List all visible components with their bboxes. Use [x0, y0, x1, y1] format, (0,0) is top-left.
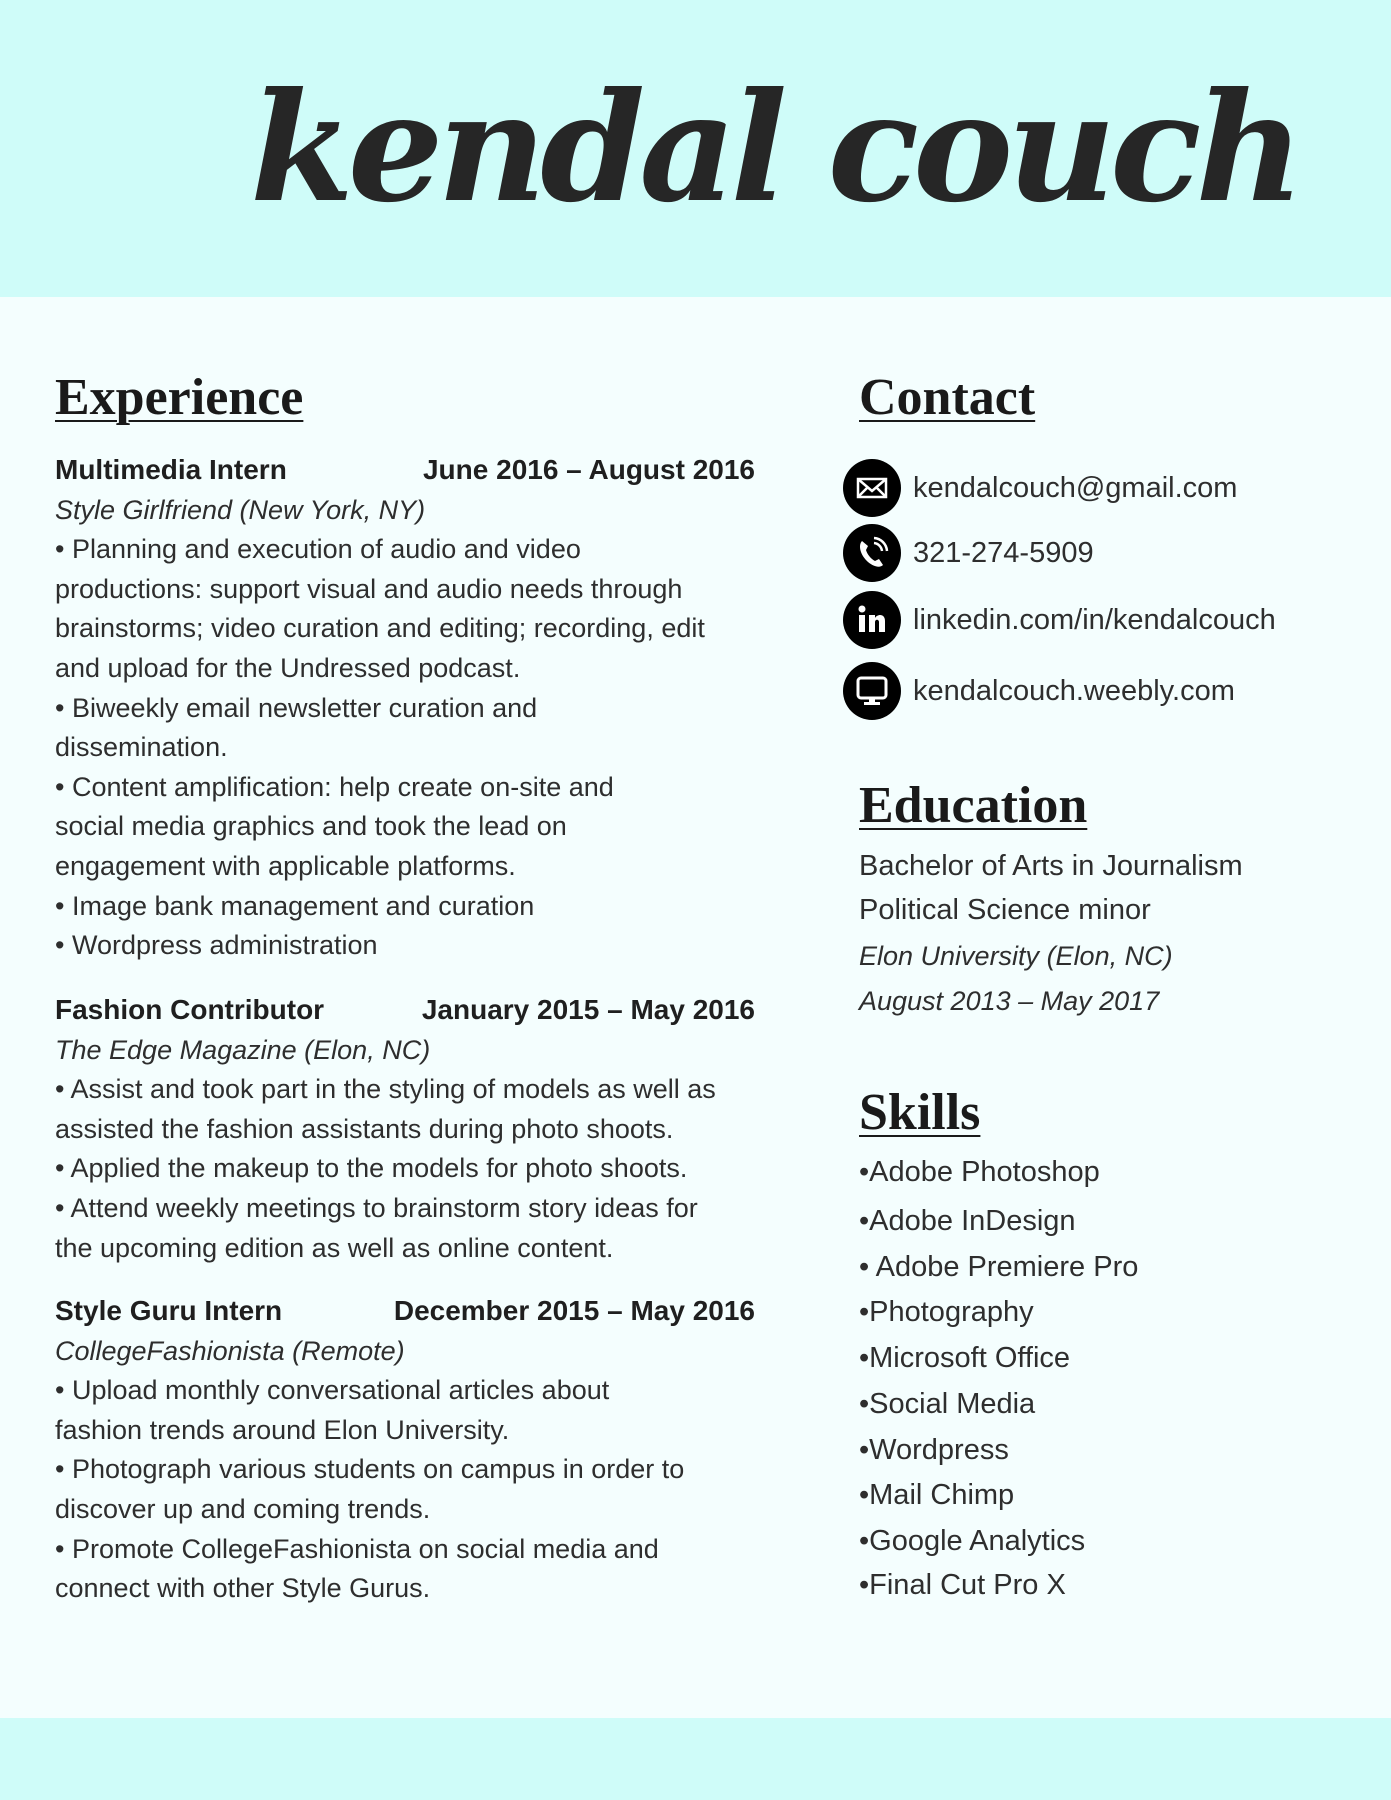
skill-item: •Mail Chimp: [859, 1479, 1015, 1511]
contact-item[interactable]: kendalcouch.weebly.com: [913, 675, 1235, 707]
job-description-line: • Image bank management and curation: [55, 890, 535, 921]
job-title: Style Guru Intern: [55, 1295, 283, 1326]
contact-item[interactable]: kendalcouch@gmail.com: [913, 472, 1238, 504]
contact-heading: Contact: [859, 369, 1036, 426]
skill-item: •Photography: [859, 1296, 1034, 1328]
skill-item: •Google Analytics: [859, 1525, 1086, 1557]
job-description-line: assisted the fashion assistants during photo shoots.: [55, 1113, 674, 1144]
education-minor: Political Science minor: [859, 894, 1151, 926]
skill-item: •Microsoft Office: [859, 1342, 1071, 1374]
job-organization: The Edge Magazine (Elon, NC): [55, 1034, 431, 1065]
job-description-line: social media graphics and took the lead on: [55, 811, 567, 842]
phone-icon: [843, 524, 901, 582]
job-description-line: • Attend weekly meetings to brainstorm story ideas for: [55, 1193, 698, 1223]
monitor-icon: [843, 662, 901, 720]
job-description-line: • Content amplification: help create on-site and: [55, 771, 614, 802]
education-degree: Bachelor of Arts in Journalism: [859, 850, 1243, 882]
job-description-line: • Biweekly email newsletter curation and: [55, 692, 538, 723]
job-description-line: the upcoming edition as well as online content.: [55, 1232, 614, 1263]
skill-item: •Wordpress: [859, 1434, 1009, 1466]
job-description-line: • Planning and execution of audio and video: [55, 534, 581, 565]
job-description-line: • Upload monthly conversational articles about: [55, 1375, 610, 1406]
job-description-line: fashion trends around Elon University.: [55, 1414, 510, 1445]
skills-heading: Skills: [859, 1084, 981, 1141]
experience-heading: Experience: [55, 369, 304, 426]
svg-text:kendal couch: kendal couch: [250, 60, 1299, 236]
job-title: Multimedia Intern: [55, 454, 287, 485]
linkedin-icon: [843, 591, 901, 649]
skill-item: • Adobe Premiere Pro: [859, 1251, 1139, 1283]
job-organization: Style Girlfriend (New York, NY): [55, 494, 426, 525]
job-description-line: and upload for the Undressed podcast.: [55, 653, 521, 683]
skill-item: •Adobe Photoshop: [859, 1156, 1100, 1188]
job-description-line: • Wordpress administration: [55, 930, 378, 961]
education-school: Elon University (Elon, NC): [859, 941, 1173, 971]
job-description-line: engagement with applicable platforms.: [55, 851, 516, 881]
skill-item: •Final Cut Pro X: [859, 1569, 1066, 1601]
envelope-icon: [843, 459, 901, 517]
job-description-line: productions: support visual and audio needs through: [55, 573, 683, 604]
footer-band: [0, 1718, 1391, 1800]
education-dates: August 2013 – May 2017: [859, 986, 1160, 1016]
job-description-line: • Promote CollegeFashionista on social media and: [55, 1533, 659, 1564]
skill-item: •Social Media: [859, 1388, 1036, 1420]
contact-item[interactable]: 321-274-5909: [913, 537, 1094, 569]
job-dates: January 2015 – May 2016: [421, 994, 755, 1025]
job-description-line: discover up and coming trends.: [55, 1494, 431, 1524]
job-description-line: connect with other Style Gurus.: [55, 1573, 431, 1604]
contact-item[interactable]: linkedin.com/in/kendalcouch: [913, 604, 1276, 636]
skill-item: •Adobe InDesign: [859, 1205, 1076, 1237]
job-dates: December 2015 – May 2016: [393, 1295, 755, 1326]
job-description-line: brainstorms; video curation and editing; recording, edit: [55, 613, 705, 644]
name-logo: [240, 50, 1299, 260]
job-description-line: • Photograph various students on campus in order to: [55, 1454, 685, 1485]
job-title: Fashion Contributor: [55, 994, 325, 1025]
job-organization: CollegeFashionista (Remote): [55, 1335, 405, 1366]
job-description-line: • Applied the makeup to the models for photo shoots.: [55, 1153, 688, 1184]
education-heading: Education: [859, 777, 1088, 834]
job-dates: June 2016 – August 2016: [422, 454, 755, 485]
job-description-line: • Assist and took part in the styling of models as well as: [55, 1074, 716, 1105]
job-description-line: dissemination.: [55, 732, 228, 763]
